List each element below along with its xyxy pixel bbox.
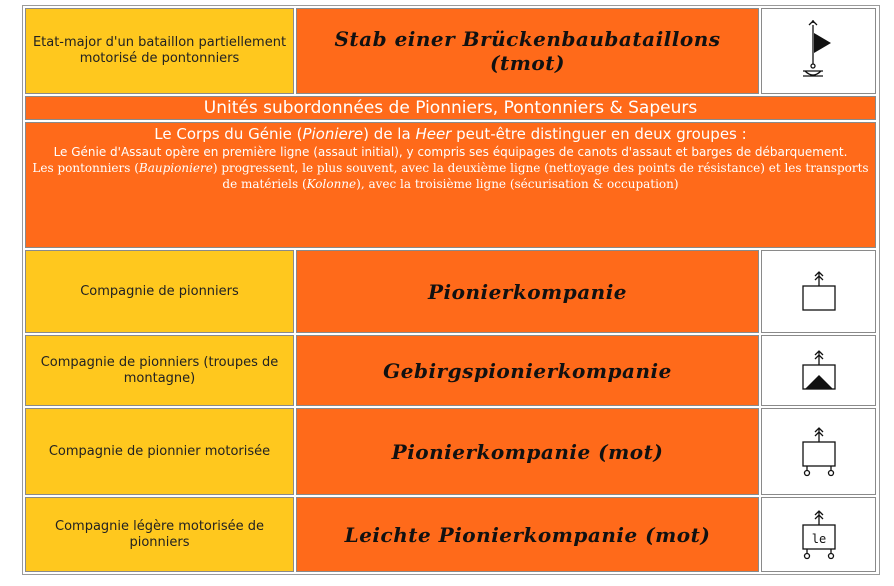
section-header: [25, 96, 876, 120]
info-line-3: Les pontonniers (Baupioniere) progressent, le plus souvent, avec la deuxième ligne (nettoyage des points de résistance) et les transports de matériels (Kolonne), avec la troisième ligne (sécurisation & occupation): [32, 161, 869, 191]
german-name-cell: [296, 497, 759, 572]
french-name-cell: [25, 408, 294, 495]
info-line-2: Le Génie d'Assaut opère en première ligne (assaut initial), y compris ses équipages de canots d'assaut et barges de débarquement.: [53, 145, 848, 159]
german-name: Stab einer Brückenbaubataillons (tmot): [334, 27, 721, 75]
symbol-cell: [761, 335, 876, 406]
french-name-cell: [25, 497, 294, 572]
info-line-1: Le Corps du Génie (Pioniere) de la Heer peut-être distinguer en deux groupes :: [154, 125, 747, 143]
symbol-cell: [761, 408, 876, 495]
french-name-cell: [25, 8, 294, 94]
info-block: [25, 122, 876, 248]
bridge-flag-symbol-icon: [799, 19, 839, 83]
french-name: Etat-major d'un bataillon partiellement motorisé de pontonniers: [32, 35, 287, 66]
symbol-cell: [761, 8, 876, 94]
light-motorized-pioneer-company-symbol-icon: [799, 509, 839, 561]
french-name: Compagnie de pionnier motorisée: [48, 443, 271, 459]
pioneer-company-symbol-icon: [799, 270, 839, 314]
mountain-pioneer-company-symbol-icon: [799, 349, 839, 393]
symbol-cell: [761, 250, 876, 333]
french-name-cell: [25, 250, 294, 333]
french-name: Compagnie de pionniers (troupes de montagne): [40, 354, 279, 386]
german-name-cell: [296, 335, 759, 406]
units-table: [22, 5, 880, 575]
german-name-cell: [296, 8, 759, 94]
german-name: Gebirgspionierkompanie: [383, 358, 672, 383]
german-name: Pionierkompanie: [427, 279, 628, 304]
french-name: Compagnie légère motorisée de pionniers: [55, 518, 264, 550]
section-header-text: Unités subordonnées de Pionniers, Pontonniers & Sapeurs: [203, 98, 698, 118]
french-name-cell: [25, 335, 294, 406]
german-name: Leichte Pionierkompanie (mot): [344, 522, 711, 547]
symbol-cell: [761, 497, 876, 572]
german-name-cell: [296, 250, 759, 333]
symbol-text: le: [811, 531, 826, 546]
german-name: Pionierkompanie (mot): [391, 439, 664, 464]
motorized-pioneer-company-symbol-icon: [799, 426, 839, 478]
german-name-cell: [296, 408, 759, 495]
french-name: Compagnie de pionniers: [80, 283, 239, 299]
